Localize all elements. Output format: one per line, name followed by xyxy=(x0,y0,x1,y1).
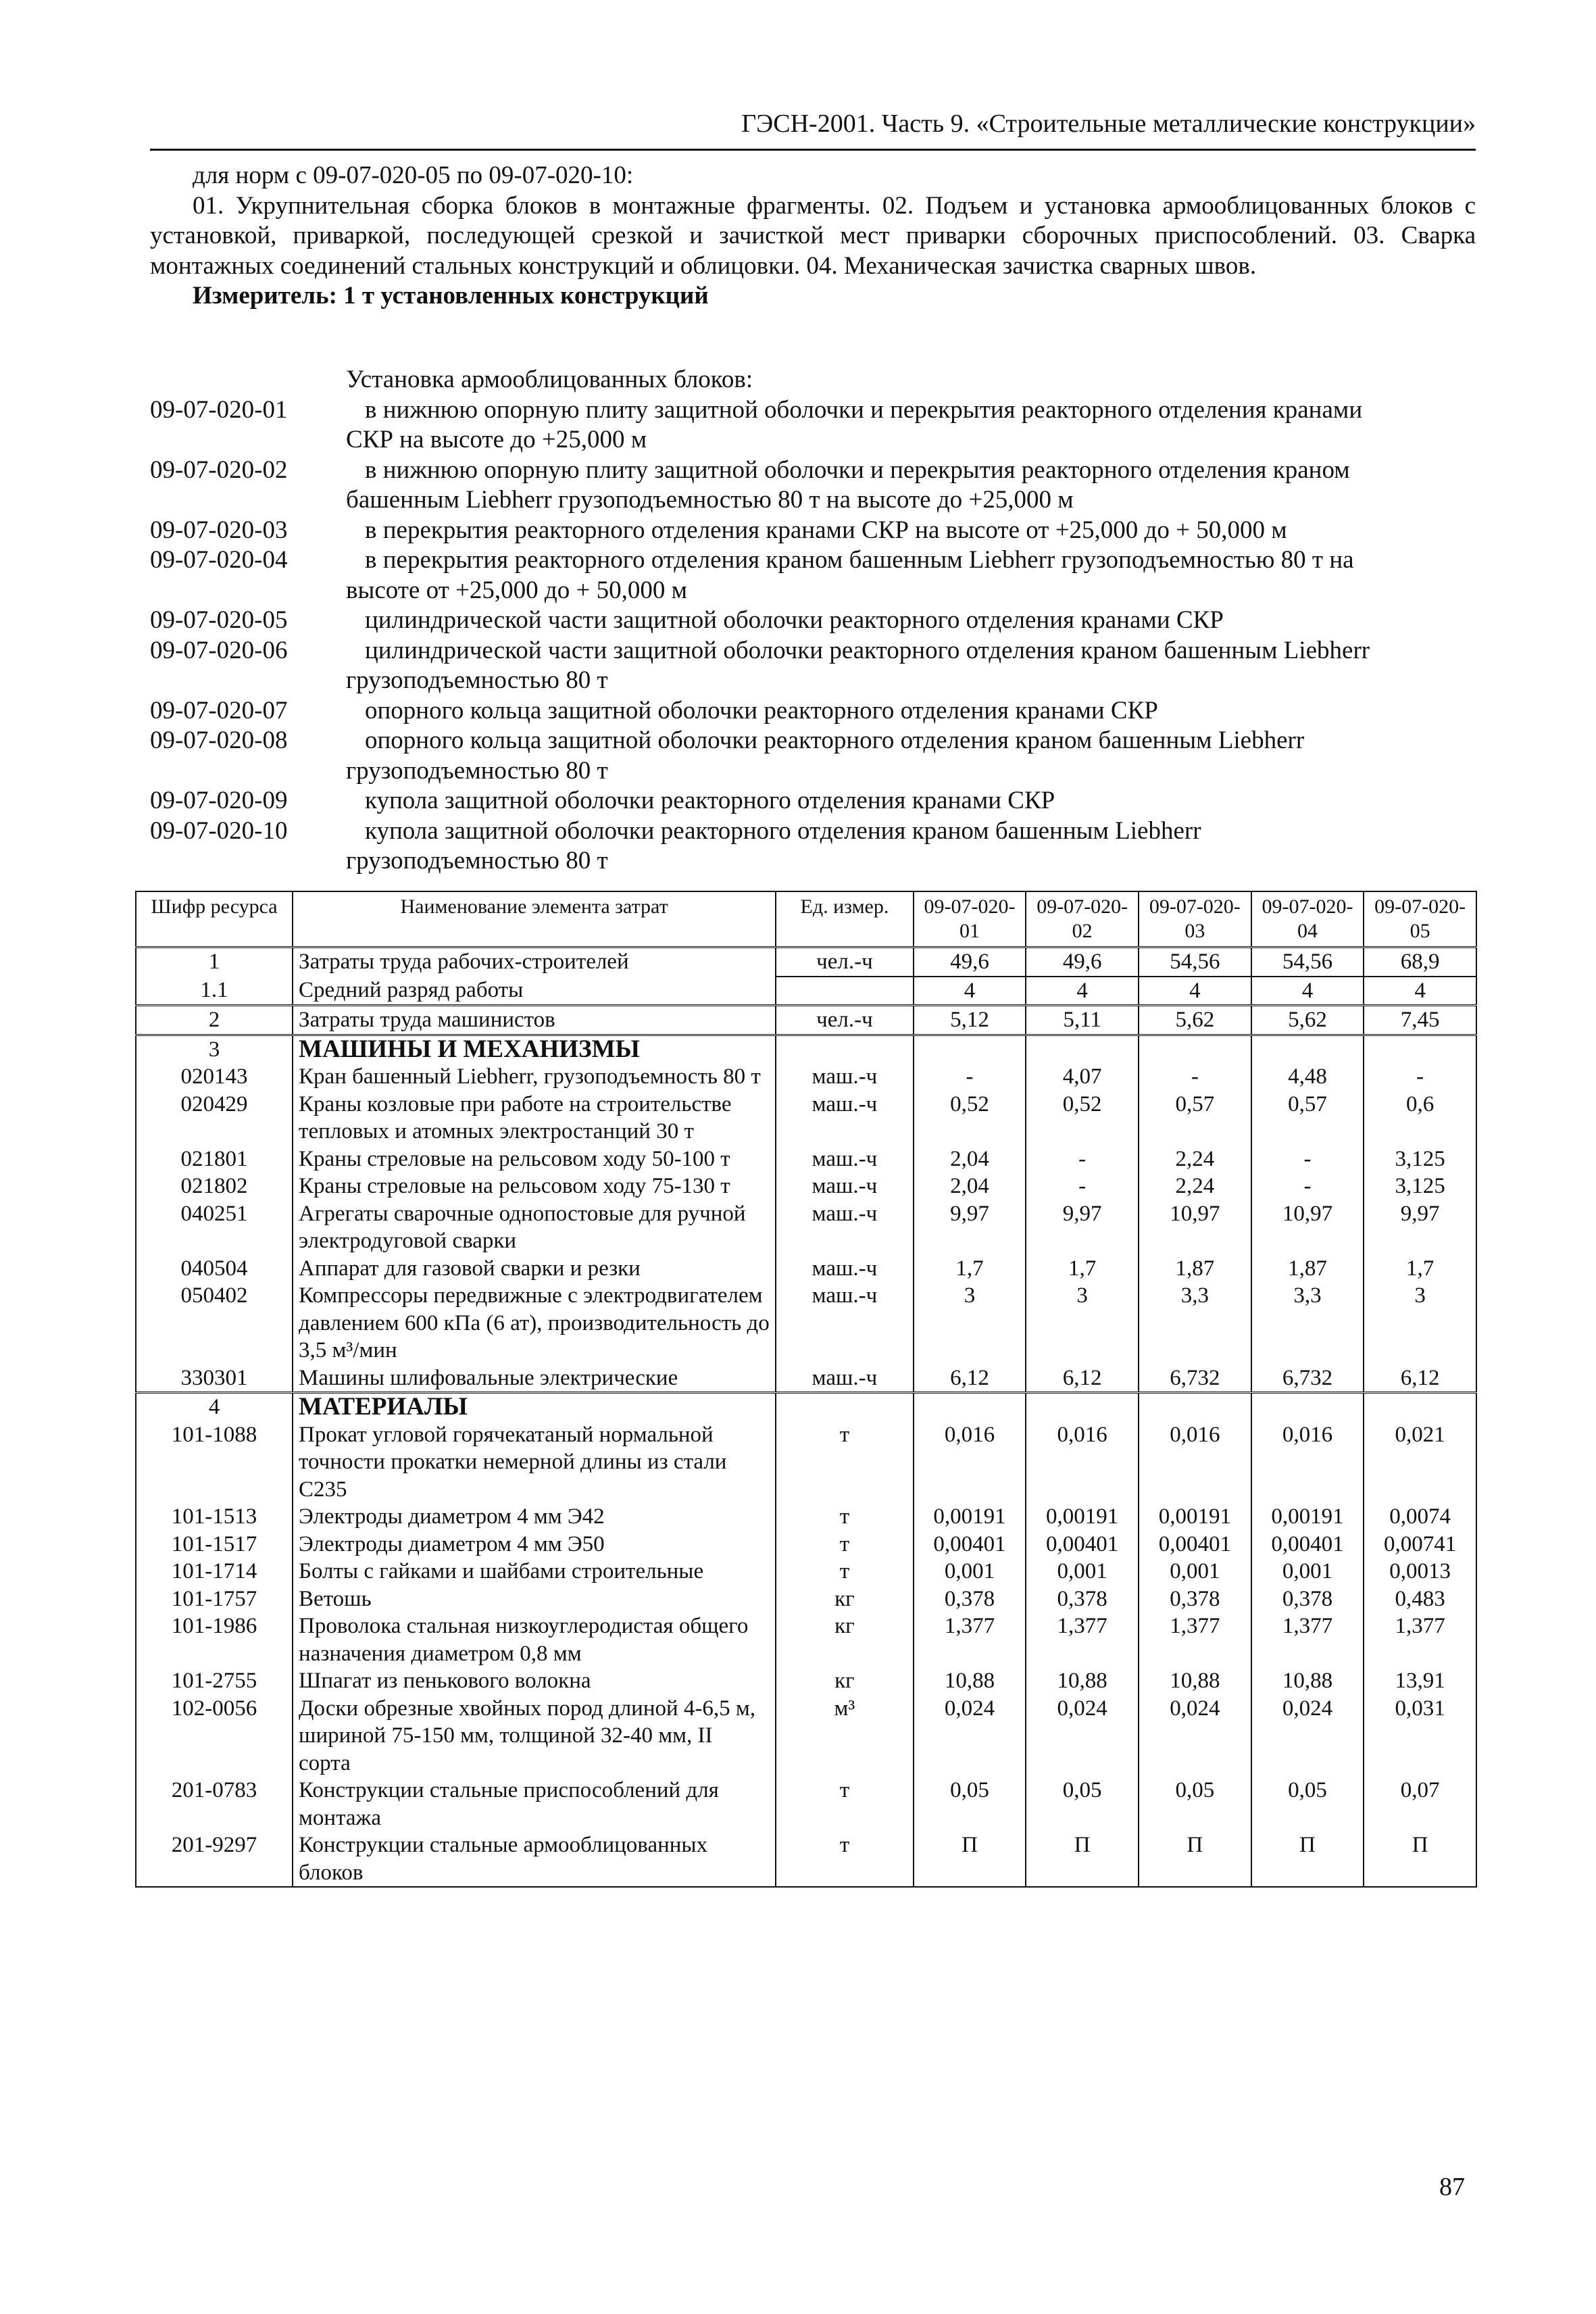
resource-value: 0,031 xyxy=(1364,1695,1476,1777)
norm-description xyxy=(346,696,1476,727)
resource-value: 0,016 xyxy=(1026,1421,1139,1504)
resource-name: Аппарат для газовой сварки и резки xyxy=(293,1255,776,1283)
resource-value: 68,9 xyxy=(1364,947,1476,977)
resource-name: Шпагат из пенькового волокна xyxy=(293,1667,776,1695)
norm-code: 09-07-020-03 xyxy=(150,516,288,544)
resource-value: 10,97 xyxy=(1251,1200,1364,1255)
resource-name: Машины шлифовальные электрические xyxy=(293,1364,776,1393)
norm-text-cont: башенным Liebherr грузоподъемностью 80 т на высоте до +25,000 м xyxy=(346,486,1074,514)
code-row xyxy=(150,636,1476,696)
resource-unit: маш.-ч xyxy=(776,1146,914,1173)
resource-code: 1 xyxy=(136,947,293,977)
table-row xyxy=(136,1035,1476,1063)
resource-code: 040251 xyxy=(136,1200,293,1255)
resource-name: Прокат угловой горячекатаный нормальной точности прокатки немерной длины из стали С235 xyxy=(293,1421,776,1504)
resource-value: 5,11 xyxy=(1026,1006,1139,1035)
table-row xyxy=(136,1585,1476,1613)
table-row xyxy=(136,1421,1476,1504)
resource-unit: маш.-ч xyxy=(776,1091,914,1146)
resource-value: 4 xyxy=(1139,977,1251,1006)
resource-value: 0,001 xyxy=(1026,1558,1139,1585)
page-number: 87 xyxy=(1439,2173,1465,2201)
resource-value: 0,05 xyxy=(1139,1777,1251,1831)
resource-value: 0,016 xyxy=(1139,1421,1251,1504)
norm-code: 09-07-020-10 xyxy=(150,816,288,845)
norm-text: опорного кольца защитной оболочки реакторного отделения кранами СКР xyxy=(365,696,1158,724)
code-row xyxy=(150,696,1476,727)
resource-name: Электроды диаметром 4 мм Э50 xyxy=(293,1531,776,1558)
code-row xyxy=(150,395,1476,456)
header-cell: Ед. измер. xyxy=(776,891,914,947)
resource-value: 0,016 xyxy=(1251,1421,1364,1504)
resource-value: 9,97 xyxy=(1026,1200,1139,1255)
resource-value: 0,0013 xyxy=(1364,1558,1476,1585)
resource-code: 101-2755 xyxy=(136,1667,293,1695)
code-row xyxy=(150,545,1476,606)
resource-value: 0,483 xyxy=(1364,1585,1476,1613)
resource-unit: чел.-ч xyxy=(776,1006,914,1035)
header-cell: 09-07-020-03 xyxy=(1139,891,1251,947)
norm-text: опорного кольца защитной оболочки реакторного отделения краном башенным Liebherr xyxy=(365,727,1305,754)
resource-value: 10,88 xyxy=(914,1667,1026,1695)
resource-name: Агрегаты сварочные однопостовые для ручной электродуговой сварки xyxy=(293,1200,776,1255)
resource-name: Конструкции стальные приспособлений для монтажа xyxy=(293,1777,776,1831)
resource-code: 101-1757 xyxy=(136,1585,293,1613)
table-row xyxy=(136,1558,1476,1585)
resource-value: 6,12 xyxy=(1026,1364,1139,1393)
resource-code: 101-1517 xyxy=(136,1531,293,1558)
resource-name: МАТЕРИАЛЫ xyxy=(293,1393,776,1421)
resource-unit: кг xyxy=(776,1667,914,1695)
resource-value: 1,87 xyxy=(1139,1255,1251,1283)
code-row xyxy=(150,786,1476,816)
resource-value: 0,00191 xyxy=(1139,1503,1251,1531)
resource-value: 0,016 xyxy=(914,1421,1026,1504)
resource-code: 021802 xyxy=(136,1173,293,1200)
resource-value: 10,88 xyxy=(1251,1667,1364,1695)
resource-value: 1,377 xyxy=(1364,1613,1476,1667)
resource-value: 1,377 xyxy=(914,1613,1026,1667)
resource-value: - xyxy=(914,1063,1026,1091)
table-row xyxy=(136,1364,1476,1393)
resource-value: 0,00401 xyxy=(1251,1531,1364,1558)
table-row xyxy=(136,1200,1476,1255)
norm-text-cont: грузоподъемностью 80 т xyxy=(346,847,608,875)
resource-value: 2,04 xyxy=(914,1173,1026,1200)
resource-name: Конструкции стальные армооблицованных блоков xyxy=(293,1831,776,1887)
norm-text: в перекрытия реакторного отделения кранами СКР на высоте от +25,000 до + 50,000 м xyxy=(365,516,1287,544)
norm-text: купола защитной оболочки реакторного отделения кранами СКР xyxy=(365,787,1055,814)
code-row xyxy=(150,726,1476,786)
resource-code: 101-1986 xyxy=(136,1613,293,1667)
resource-value: 4 xyxy=(1251,977,1364,1006)
code-list-lead: Установка армооблицованных блоков: xyxy=(346,366,753,393)
norm-description xyxy=(346,395,1476,456)
table-row xyxy=(136,1146,1476,1173)
resource-value: 6,732 xyxy=(1251,1364,1364,1393)
resource-name: Краны козловые при работе на строительстве тепловых и атомных электростанций 30 т xyxy=(293,1091,776,1146)
resource-name: МАШИНЫ И МЕХАНИЗМЫ xyxy=(293,1035,776,1063)
header-cell: Шифр ресурса xyxy=(136,891,293,947)
code-row xyxy=(150,606,1476,636)
table-row xyxy=(136,1831,1476,1887)
resource-value: 0,024 xyxy=(1251,1695,1364,1777)
resource-code: 201-9297 xyxy=(136,1831,293,1887)
resource-name: Затраты труда машинистов xyxy=(293,1006,776,1035)
resource-table xyxy=(135,891,1477,1888)
resource-value: 0,00401 xyxy=(1139,1531,1251,1558)
resource-name: Компрессоры передвижные с электродвигателем давлением 600 кПа (6 ат), производительность до 3,5 м³/мин xyxy=(293,1282,776,1364)
norm-description xyxy=(346,786,1476,816)
norm-description xyxy=(346,816,1476,877)
norm-code: 09-07-020-01 xyxy=(150,395,288,424)
resource-value: 1,7 xyxy=(914,1255,1026,1283)
resource-unit: маш.-ч xyxy=(776,1173,914,1200)
norms-line: для норм с 09-07-020-05 по 09-07-020-10: xyxy=(193,162,634,189)
norm-text-cont: грузоподъемностью 80 т xyxy=(346,666,608,694)
resource-value: 2,24 xyxy=(1139,1146,1251,1173)
resource-code: 4 xyxy=(136,1393,293,1421)
resource-value: П xyxy=(914,1831,1026,1887)
resource-value xyxy=(914,1393,1026,1421)
table-row xyxy=(136,977,1476,1006)
resource-value: 1,377 xyxy=(1026,1613,1139,1667)
code-row xyxy=(150,516,1476,546)
table-row xyxy=(136,1393,1476,1421)
resource-value: 1,377 xyxy=(1251,1613,1364,1667)
resource-value: 2,04 xyxy=(914,1146,1026,1173)
resource-unit: маш.-ч xyxy=(776,1282,914,1364)
resource-value: 4,48 xyxy=(1251,1063,1364,1091)
header-cell: 09-07-020-01 xyxy=(914,891,1026,947)
resource-value xyxy=(1251,1393,1364,1421)
table-row xyxy=(136,1695,1476,1777)
norm-text: цилиндрической части защитной оболочки реакторного отделения краном башенным Liebherr xyxy=(365,636,1370,664)
resource-value: 3,3 xyxy=(1139,1282,1251,1364)
resource-value: 6,12 xyxy=(914,1364,1026,1393)
resource-value: 0,0074 xyxy=(1364,1503,1476,1531)
resource-name: Электроды диаметром 4 мм Э42 xyxy=(293,1503,776,1531)
resource-value: 4 xyxy=(1026,977,1139,1006)
resource-value: 0,378 xyxy=(914,1585,1026,1613)
resource-value: - xyxy=(1251,1173,1364,1200)
table-row xyxy=(136,1282,1476,1364)
resource-code: 101-1513 xyxy=(136,1503,293,1531)
resource-value xyxy=(1364,1393,1476,1421)
resource-unit: м³ xyxy=(776,1695,914,1777)
resource-unit xyxy=(776,1393,914,1421)
resource-code: 1.1 xyxy=(136,977,293,1006)
resource-value: 9,97 xyxy=(1364,1200,1476,1255)
resource-value xyxy=(1251,1035,1364,1063)
measure-unit: Измеритель: 1 т установленных конструкций xyxy=(193,282,709,310)
resource-value: 0,57 xyxy=(1251,1091,1364,1146)
norm-text: в перекрытия реакторного отделения краном башенным Liebherr грузоподъемностью 80 т на xyxy=(365,546,1354,574)
resource-value: 3 xyxy=(1026,1282,1139,1364)
resource-value: 0,00401 xyxy=(914,1531,1026,1558)
resource-value xyxy=(1026,1393,1139,1421)
resource-value: 54,56 xyxy=(1139,947,1251,977)
resource-value xyxy=(1026,1035,1139,1063)
table-row xyxy=(136,947,1476,977)
table-row xyxy=(136,1777,1476,1831)
resource-value: 0,07 xyxy=(1364,1777,1476,1831)
resource-value: 2,24 xyxy=(1139,1173,1251,1200)
resource-name: Кран башенный Liebherr, грузоподъемность 80 т xyxy=(293,1063,776,1091)
resource-value: П xyxy=(1364,1831,1476,1887)
resource-value: 3 xyxy=(1364,1282,1476,1364)
resource-name: Доски обрезные хвойных пород длиной 4-6,5 м, шириной 75-150 мм, толщиной 32-40 мм, II сорта xyxy=(293,1695,776,1777)
table-row xyxy=(136,1255,1476,1283)
resource-value: 0,52 xyxy=(914,1091,1026,1146)
resource-unit: кг xyxy=(776,1613,914,1667)
resource-value xyxy=(1139,1035,1251,1063)
resource-value: 9,97 xyxy=(914,1200,1026,1255)
code-row xyxy=(150,456,1476,516)
norm-description xyxy=(346,516,1476,546)
norm-description xyxy=(346,606,1476,636)
resource-unit: т xyxy=(776,1831,914,1887)
resource-value: 0,00741 xyxy=(1364,1531,1476,1558)
intro-block xyxy=(150,161,1476,312)
resource-name: Краны стреловые на рельсовом ходу 50-100 т xyxy=(293,1146,776,1173)
resource-value: 3,125 xyxy=(1364,1146,1476,1173)
resource-code: 201-0783 xyxy=(136,1777,293,1831)
norm-code: 09-07-020-09 xyxy=(150,787,288,814)
resource-value: 10,97 xyxy=(1139,1200,1251,1255)
resource-value: 13,91 xyxy=(1364,1667,1476,1695)
resource-unit: маш.-ч xyxy=(776,1364,914,1393)
resource-value: 6,732 xyxy=(1139,1364,1251,1393)
resource-value: 0,024 xyxy=(1139,1695,1251,1777)
norm-code: 09-07-020-05 xyxy=(150,606,288,634)
resource-name: Средний разряд работы xyxy=(293,977,776,1006)
resource-value: 1,7 xyxy=(1364,1255,1476,1283)
norm-code: 09-07-020-06 xyxy=(150,636,288,664)
resource-code: 102-0056 xyxy=(136,1695,293,1777)
resource-value: 0,52 xyxy=(1026,1091,1139,1146)
resource-value: П xyxy=(1251,1831,1364,1887)
header-cell: 09-07-020-04 xyxy=(1251,891,1364,947)
resource-code: 020143 xyxy=(136,1063,293,1091)
resource-unit: маш.-ч xyxy=(776,1255,914,1283)
resource-value: 49,6 xyxy=(914,947,1026,977)
resource-value: 0,00191 xyxy=(1026,1503,1139,1531)
resource-value: 54,56 xyxy=(1251,947,1364,977)
resource-unit: т xyxy=(776,1503,914,1531)
resource-value: 4 xyxy=(914,977,1026,1006)
resource-code: 330301 xyxy=(136,1364,293,1393)
norm-description xyxy=(346,545,1476,606)
resource-value xyxy=(1364,1035,1476,1063)
table-row xyxy=(136,1503,1476,1531)
table-row xyxy=(136,1006,1476,1035)
header-cell: Наименование элемента затрат xyxy=(293,891,776,947)
resource-value: 0,05 xyxy=(1251,1777,1364,1831)
table-header-row xyxy=(136,891,1476,947)
resource-value: 5,12 xyxy=(914,1006,1026,1035)
resource-value: 3,3 xyxy=(1251,1282,1364,1364)
norm-text: в нижнюю опорную плиту защитной оболочки и перекрытия реакторного отделения кранами xyxy=(365,395,1363,424)
resource-unit: т xyxy=(776,1777,914,1831)
table-row xyxy=(136,1531,1476,1558)
resource-value: - xyxy=(1364,1063,1476,1091)
resource-unit xyxy=(776,977,914,1006)
resource-value: 0,378 xyxy=(1026,1585,1139,1613)
resource-value: 0,021 xyxy=(1364,1421,1476,1504)
resource-name: Проволока стальная низкоуглеродистая общего назначения диаметром 0,8 мм xyxy=(293,1613,776,1667)
resource-value: П xyxy=(1026,1831,1139,1887)
resource-unit: маш.-ч xyxy=(776,1200,914,1255)
resource-value: 5,62 xyxy=(1139,1006,1251,1035)
resource-name: Болты с гайками и шайбами строительные xyxy=(293,1558,776,1585)
resource-value: 0,001 xyxy=(914,1558,1026,1585)
resource-value: - xyxy=(1251,1146,1364,1173)
table-row xyxy=(136,1173,1476,1200)
resource-value: 0,05 xyxy=(1026,1777,1139,1831)
norm-code: 09-07-020-04 xyxy=(150,546,288,574)
resource-code: 101-1088 xyxy=(136,1421,293,1504)
resource-value xyxy=(914,1035,1026,1063)
header-title: ГЭСН-2001. Часть 9. «Строительные металлические конструкции» xyxy=(741,109,1476,138)
table-row xyxy=(136,1091,1476,1146)
norm-code: 09-07-020-07 xyxy=(150,696,288,724)
norm-description xyxy=(346,726,1476,786)
resource-value: 4,07 xyxy=(1026,1063,1139,1091)
resource-value: 0,6 xyxy=(1364,1091,1476,1146)
header-cell: 09-07-020-02 xyxy=(1026,891,1139,947)
resource-value: 1,377 xyxy=(1139,1613,1251,1667)
resource-value: 1,7 xyxy=(1026,1255,1139,1283)
resource-value: 0,00401 xyxy=(1026,1531,1139,1558)
table-row xyxy=(136,1613,1476,1667)
resource-unit: маш.-ч xyxy=(776,1063,914,1091)
resource-value: 0,05 xyxy=(914,1777,1026,1831)
resource-value: П xyxy=(1139,1831,1251,1887)
resource-unit: т xyxy=(776,1421,914,1504)
resource-code: 2 xyxy=(136,1006,293,1035)
resource-unit: т xyxy=(776,1531,914,1558)
resource-unit xyxy=(776,1035,914,1063)
resource-code: 3 xyxy=(136,1035,293,1063)
table-row xyxy=(136,1063,1476,1091)
resource-name: Ветошь xyxy=(293,1585,776,1613)
resource-value: 0,00191 xyxy=(1251,1503,1364,1531)
resource-value: 0,001 xyxy=(1251,1558,1364,1585)
resource-value: 6,12 xyxy=(1364,1364,1476,1393)
resource-code: 101-1714 xyxy=(136,1558,293,1585)
resource-value: 0,378 xyxy=(1139,1585,1251,1613)
resource-code: 040504 xyxy=(136,1255,293,1283)
code-row xyxy=(150,816,1476,877)
norm-code: 09-07-020-02 xyxy=(150,456,288,484)
resource-value: 0,024 xyxy=(914,1695,1026,1777)
resource-code: 020429 xyxy=(136,1091,293,1146)
resource-code: 021801 xyxy=(136,1146,293,1173)
code-list xyxy=(150,365,1476,877)
norm-text-cont: СКР на высоте до +25,000 м xyxy=(346,426,647,453)
resource-name: Затраты труда рабочих-строителей xyxy=(293,947,776,977)
resource-code: 050402 xyxy=(136,1282,293,1364)
resource-value: 4 xyxy=(1364,977,1476,1006)
norm-text: купола защитной оболочки реакторного отделения краном башенным Liebherr xyxy=(365,816,1201,845)
norm-text: в нижнюю опорную плиту защитной оболочки и перекрытия реакторного отделения краном xyxy=(365,456,1350,484)
resource-value: 0,378 xyxy=(1251,1585,1364,1613)
resource-name: Краны стреловые на рельсовом ходу 75-130 т xyxy=(293,1173,776,1200)
resource-value: 0,00191 xyxy=(914,1503,1026,1531)
norm-text: цилиндрической части защитной оболочки реакторного отделения кранами СКР xyxy=(365,606,1224,634)
resource-unit: кг xyxy=(776,1585,914,1613)
resource-value: 3,125 xyxy=(1364,1173,1476,1200)
running-header xyxy=(150,107,1476,151)
resource-value: - xyxy=(1026,1173,1139,1200)
norm-text-cont: высоте от +25,000 до + 50,000 м xyxy=(346,576,688,604)
resource-value: - xyxy=(1026,1146,1139,1173)
resource-value: 0,57 xyxy=(1139,1091,1251,1146)
norm-text-cont: грузоподъемностью 80 т xyxy=(346,756,608,785)
norm-description xyxy=(346,456,1476,516)
resource-value: 10,88 xyxy=(1139,1667,1251,1695)
resource-value: 49,6 xyxy=(1026,947,1139,977)
resource-unit: чел.-ч xyxy=(776,947,914,977)
resource-value xyxy=(1139,1393,1251,1421)
resource-value: 7,45 xyxy=(1364,1006,1476,1035)
resource-value: 10,88 xyxy=(1026,1667,1139,1695)
operations-text: 01. Укрупнительная сборка блоков в монтажные фрагменты. 02. Подъем и установка армооблицованных блоков с установкой, приваркой, последующей срезкой и зачисткой мест приварки сборочных приспособлений. 03. Сварка монтажных соединений стальных конструкций и облицовки. 04. Механическая зачистка сварных швов. xyxy=(150,191,1476,280)
resource-unit: т xyxy=(776,1558,914,1585)
resource-value: - xyxy=(1139,1063,1251,1091)
norm-description xyxy=(346,636,1476,696)
resource-value: 1,87 xyxy=(1251,1255,1364,1283)
header-cell: 09-07-020-05 xyxy=(1364,891,1476,947)
resource-value: 3 xyxy=(914,1282,1026,1364)
resource-value: 0,024 xyxy=(1026,1695,1139,1777)
table-row xyxy=(136,1667,1476,1695)
resource-value: 0,001 xyxy=(1139,1558,1251,1585)
resource-value: 5,62 xyxy=(1251,1006,1364,1035)
norm-code: 09-07-020-08 xyxy=(150,727,288,754)
